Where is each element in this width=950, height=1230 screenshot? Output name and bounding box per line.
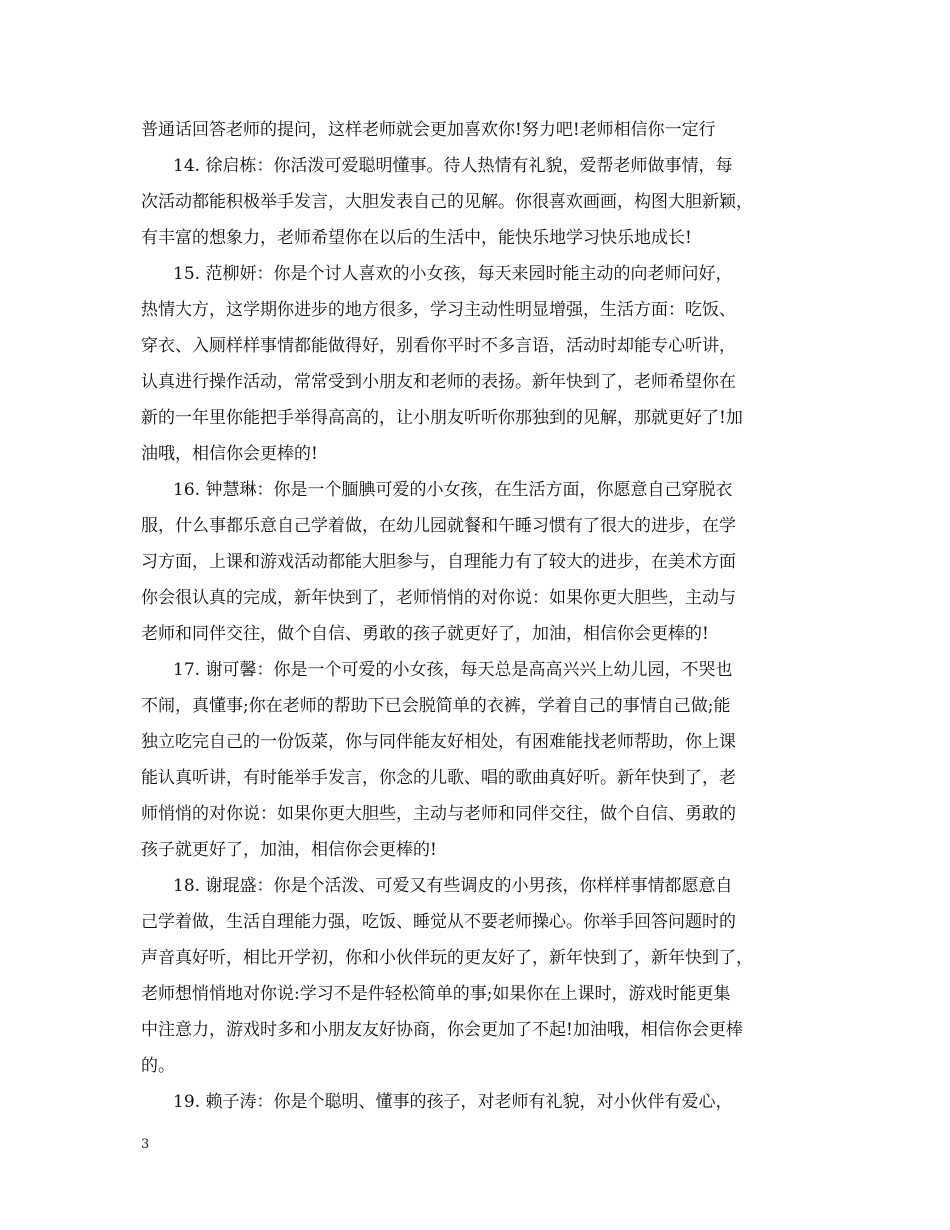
text-line: 新的一年里你能把手举得高高的，让小朋友听听你那独到的见解，那就更好了!加 xyxy=(141,408,743,428)
text-line: 己学着做，生活自理能力强，吃饭、睡觉从不要老师操心。你举手回答问题时的 xyxy=(141,912,736,932)
text-line: 16. 钟慧琳：你是一个腼腆可爱的小女孩，在生活方面，你愿意自己穿脱衣 xyxy=(173,480,733,500)
text-line: 穿衣、入厕样样事情都能做得好，别看你平时不多言语，活动时却能专心听讲， xyxy=(141,336,736,356)
text-line: 热情大方，这学期你进步的地方很多，学习主动性明显增强，生活方面：吃饭、 xyxy=(141,300,736,320)
text-line: 普通话回答老师的提问，这样老师就会更加喜欢你!努力吧!老师相信你一定行 xyxy=(141,120,716,140)
text-line: 不闹，真懂事;你在老师的帮助下已会脱简单的衣裤，学着自己的事情自己做;能 xyxy=(141,696,731,716)
text-line: 油哦，相信你会更棒的! xyxy=(141,444,318,464)
text-line: 14. 徐启栋：你活泼可爱聪明懂事。待人热情有礼貌，爱帮老师做事情，每 xyxy=(173,156,733,176)
page-number: 3 xyxy=(141,1137,150,1152)
text-line: 19. 赖子涛：你是个聪明、懂事的孩子，对老师有礼貌，对小伙伴有爱心， xyxy=(173,1092,733,1112)
text-line: 声音真好听，相比开学初，你和小伙伴玩的更友好了，新年快到了，新年快到了， xyxy=(141,948,753,968)
text-line: 师悄悄的对你说：如果你更大胆些，主动与老师和同伴交往，做个自信、勇敢的 xyxy=(141,804,736,824)
document-body xyxy=(141,112,821,1120)
text-line: 的。 xyxy=(141,1056,175,1076)
text-line: 能认真听讲，有时能举手发言，你念的儿歌、唱的歌曲真好听。新年快到了，老 xyxy=(141,768,736,788)
text-line: 17. 谢可馨：你是一个可爱的小女孩，每天总是高高兴兴上幼儿园，不哭也 xyxy=(173,660,733,680)
text-line: 独立吃完自己的一份饭菜，你与同伴能友好相处，有困难能找老师帮助，你上课 xyxy=(141,732,736,752)
text-line: 有丰富的想象力，老师希望你在以后的生活中，能快乐地学习快乐地成长! xyxy=(141,228,692,248)
text-line: 认真进行操作活动，常常受到小朋友和老师的表扬。新年快到了，老师希望你在 xyxy=(141,372,736,392)
text-line: 孩子就更好了，加油，相信你会更棒的! xyxy=(141,840,437,860)
text-line: 你会很认真的完成，新年快到了，老师悄悄的对你说：如果你更大胆些，主动与 xyxy=(141,588,736,608)
text-line: 习方面，上课和游戏活动都能大胆参与，自理能力有了较大的进步，在美术方面 xyxy=(141,552,736,572)
text-line: 15. 范柳妍：你是个讨人喜欢的小女孩，每天来园时能主动的向老师问好， xyxy=(173,264,733,284)
text-line: 中注意力，游戏时多和小朋友友好协商，你会更加了不起!加油哦，相信你会更棒 xyxy=(141,1020,743,1040)
text-line: 服，什么事都乐意自己学着做，在幼儿园就餐和午睡习惯有了很大的进步，在学 xyxy=(141,516,736,536)
text-line: 次活动都能积极举手发言，大胆发表自己的见解。你很喜欢画画，构图大胆新颖， xyxy=(141,192,753,212)
text-line: 18. 谢琨盛：你是个活泼、可爱又有些调皮的小男孩，你样样事情都愿意自 xyxy=(173,876,733,896)
text-line: 老师和同伴交往，做个自信、勇敢的孩子就更好了，加油，相信你会更棒的! xyxy=(141,624,709,644)
text-line: 老师想悄悄地对你说:学习不是件轻松简单的事;如果你在上课时，游戏时能更集 xyxy=(141,984,731,1004)
